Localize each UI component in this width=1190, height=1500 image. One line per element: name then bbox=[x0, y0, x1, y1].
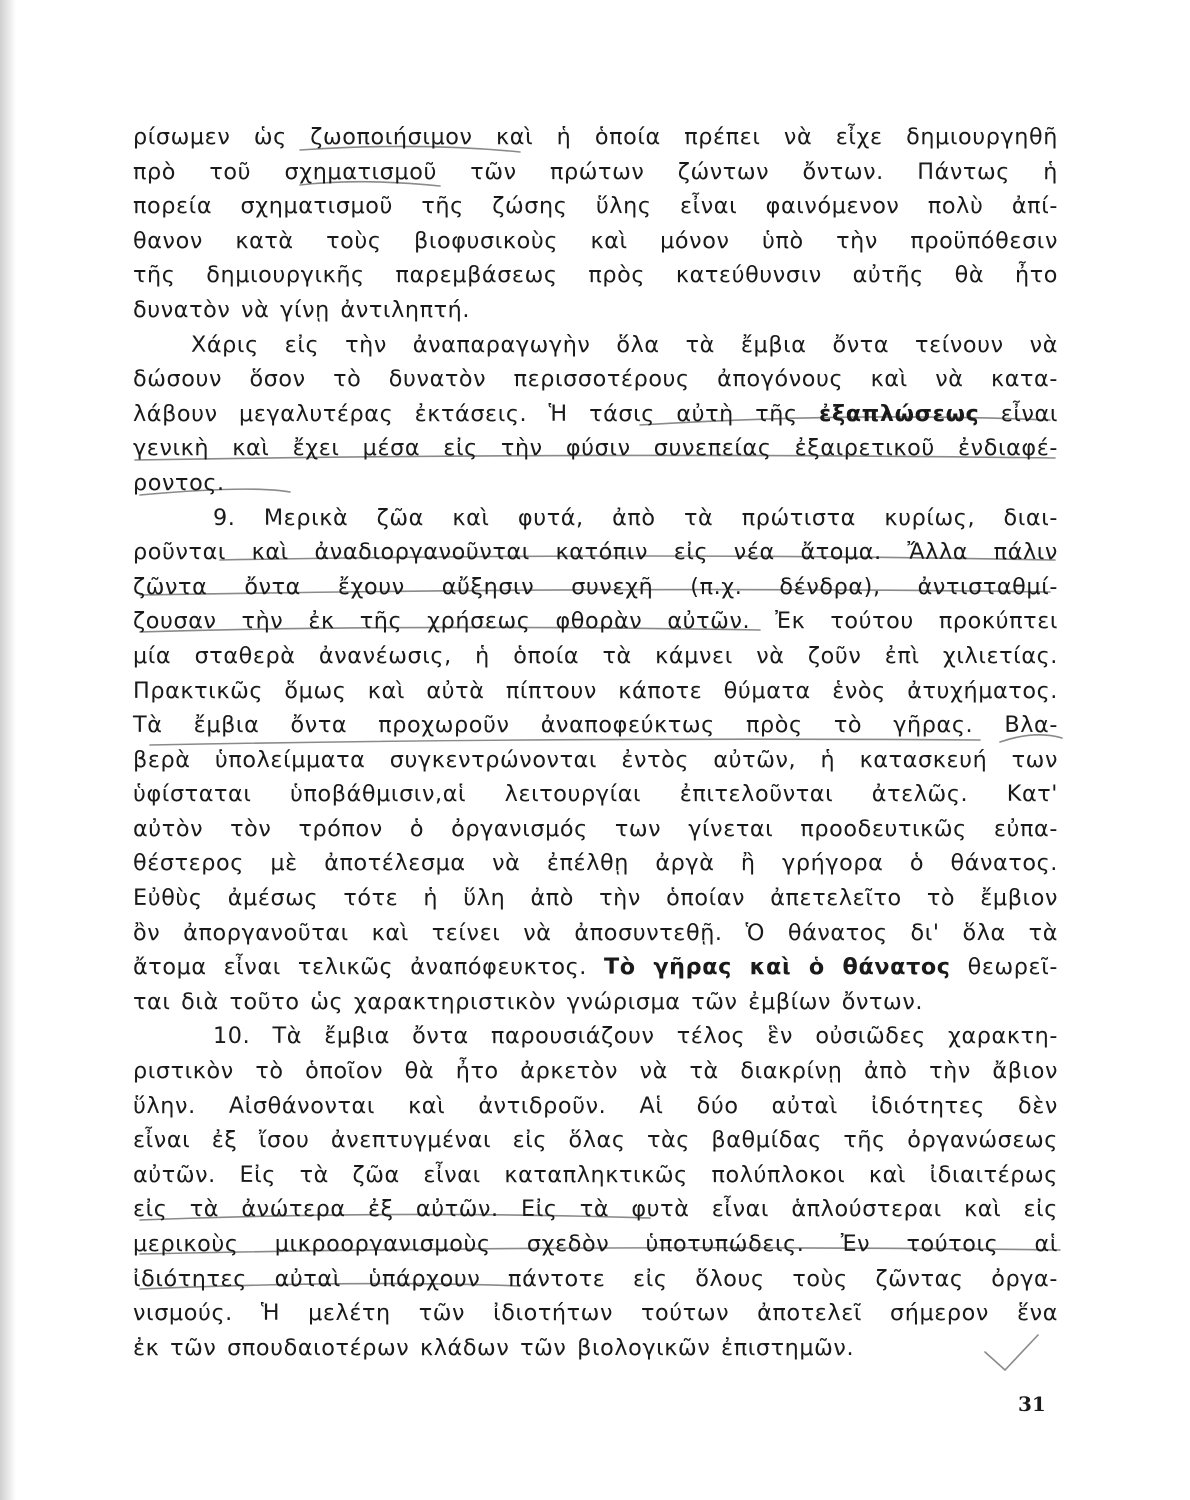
text-line: δυνατὸν νὰ γίνῃ ἀντιληπτή. bbox=[133, 296, 471, 323]
text-line: πορεία σχηματισμοῦ τῆς ζώσης ὕλης εἶναι φαινόμενον πολὺ ἀπί- bbox=[133, 193, 1058, 220]
text-line: Εὐθὺς ἀμέσως τότε ἡ ὕλη ἀπὸ τὴν ὁποίαν ἀπετελεῖτο τὸ ἔμβιον bbox=[133, 885, 1058, 912]
text-line: ροντος. bbox=[133, 469, 225, 496]
text-line: μία σταθερὰ ἀνανέωσις, ἡ ὁποία τὰ κάμνει νὰ ζοῦν ἐπὶ χιλιετίας. bbox=[133, 642, 1058, 669]
text-line: τῆς δημιουργικῆς παρεμβάσεως πρὸς κατεύθυνσιν αὐτῆς θὰ ἦτο bbox=[133, 262, 1058, 289]
bold-term: ἐξαπλώσεως bbox=[818, 400, 980, 427]
text-line: θανον κατὰ τοὺς βιοφυσικοὺς καὶ μόνον ὑπὸ τὴν προϋπόθεσιν bbox=[133, 227, 1058, 254]
page-number: 31 bbox=[1018, 1392, 1046, 1416]
text-line: εἰς τὰ ἀνώτερα ἐξ αὐτῶν. Εἰς τὰ φυτὰ εἶναι ἁπλούστεραι καὶ εἰς bbox=[133, 1196, 1058, 1223]
text-line: 10. Τὰ ἔμβια ὄντα παρουσιάζουν τέλος ἓν οὐσιῶδες χαρακτη- bbox=[213, 1023, 1058, 1050]
text-line: ἄτομα εἶναι τελικῶς ἀναπόφευκτος. Τὸ γῆρας καὶ ὁ θάνατος θεωρεῖ- bbox=[133, 954, 1058, 981]
text-line: μερικοὺς μικροοργανισμοὺς σχεδὸν ὑποτυπώδεις. Ἐν τούτοις αἱ bbox=[133, 1231, 1058, 1257]
text-line: εἶναι ἐξ ἴσου ἀνεπτυγμέναι εἰς ὅλας τὰς βαθμίδας τῆς ὀργανώσεως bbox=[133, 1127, 1058, 1154]
text-line: ἰδιότητες αὐταὶ ὑπάρχουν πάντοτε εἰς ὅλους τοὺς ζῶντας ὀργα- bbox=[133, 1265, 1058, 1292]
text-line: ὑφίσταται ὑποβάθμισιν,αἱ λειτουργίαι ἐπιτελοῦνται ἀτελῶς. Κατ' bbox=[133, 781, 1058, 808]
text-line: αὐτὸν τὸν τρόπον ὁ ὀργανισμός των γίνεται προοδευτικῶς εὐπα- bbox=[133, 815, 1058, 842]
text-line: ται διὰ τοῦτο ὡς χαρακτηριστικὸν γνώρισμα τῶν ἐμβίων ὄντων. bbox=[133, 988, 924, 1015]
text-line: βερὰ ὑπολείμματα συγκεντρώνονται ἐντὸς αὐτῶν, ἡ κατασκευή των bbox=[133, 746, 1058, 773]
text-line: ὂν ἀποργανοῦται καὶ τείνει νὰ ἀποσυντεθῇ. Ὁ θάνατος δι' ὅλα τὰ bbox=[133, 919, 1058, 946]
text-line: Πρακτικῶς ὅμως καὶ αὐτὰ πίπτουν κάποτε θύματα ἑνὸς ἀτυχήματος. bbox=[133, 677, 1058, 704]
paragraph-10 bbox=[133, 1019, 1058, 1365]
text-line: νισμούς. Ἡ μελέτη τῶν ἰδιοτήτων τούτων ἀποτελεῖ σήμερον ἕνα bbox=[133, 1300, 1058, 1327]
text-line: ρίσωμεν ὡς ζωοποιήσιμον καὶ ἡ ὁποία πρέπει νὰ εἶχε δημιουργηθῆ bbox=[133, 124, 1058, 150]
text-line: αὐτῶν. Εἰς τὰ ζῶα εἶναι καταπληκτικῶς πολύπλοκοι καὶ ἰδιαιτέρως bbox=[133, 1161, 1058, 1188]
text-line: λάβουν μεγαλυτέρας ἐκτάσεις. Ἡ τάσις αὐτὴ τῆς ἐξαπλώσεως εἶναι bbox=[133, 400, 1058, 427]
text-line: ὕλην. Αἰσθάνονται καὶ ἀντιδροῦν. Αἱ δύο αὐταὶ ἰδιότητες δὲν bbox=[133, 1092, 1058, 1119]
text-line: ροῦνται καὶ ἀναδιοργανοῦνται κατόπιν εἰς νέα ἄτομα. Ἄλλα πάλιν bbox=[133, 539, 1058, 566]
text-line: ἐκ τῶν σπουδαιοτέρων κλάδων τῶν βιολογικῶν ἐπιστημῶν. bbox=[133, 1334, 855, 1361]
bold-term: Τὸ γῆρας καὶ ὁ θάνατος bbox=[604, 954, 951, 981]
text-line: Τὰ ἔμβια ὄντα προχωροῦν ἀναποφεύκτως πρὸς τὸ γῆρας. Βλα- bbox=[133, 712, 1058, 739]
text-line: Χάρις εἰς τὴν ἀναπαραγωγὴν ὅλα τὰ ἔμβια ὄντα τείνουν νὰ bbox=[191, 331, 1058, 358]
text-line: γενικὴ καὶ ἔχει μέσα εἰς τὴν φύσιν συνεπείας ἐξαιρετικοῦ ἐνδιαφέ- bbox=[133, 435, 1058, 462]
text-line: 9. Μερικὰ ζῶα καὶ φυτά, ἀπὸ τὰ πρώτιστα κυρίως, διαι- bbox=[213, 504, 1058, 531]
paragraph-9 bbox=[133, 501, 1058, 1020]
body-text bbox=[133, 120, 1058, 1365]
paragraph-reproduction bbox=[133, 328, 1058, 501]
text-line: θέστερος μὲ ἀποτέλεσμα νὰ ἐπέλθῃ ἀργὰ ἢ γρήγορα ὁ θάνατος. bbox=[133, 850, 1058, 877]
text-line: ζουσαν τὴν ἐκ τῆς χρήσεως φθορὰν αὐτῶν. Ἐκ τούτου προκύπτει bbox=[133, 608, 1058, 635]
paragraph-continued bbox=[133, 120, 1058, 328]
text-line: πρὸ τοῦ σχηματισμοῦ τῶν πρώτων ζώντων ὄντων. Πάντως ἡ bbox=[133, 158, 1058, 185]
text-line: ριστικὸν τὸ ὁποῖον θὰ ἦτο ἀρκετὸν νὰ τὰ διακρίνῃ ἀπὸ τὴν ἄβιον bbox=[133, 1058, 1058, 1085]
text-line: ζῶντα ὄντα ἔχουν αὔξησιν συνεχῆ (π.χ. δένδρα), ἀντισταθμί- bbox=[133, 573, 1058, 600]
text-line: δώσουν ὅσον τὸ δυνατὸν περισσοτέρους ἀπογόνους καὶ νὰ κατα- bbox=[133, 366, 1058, 393]
